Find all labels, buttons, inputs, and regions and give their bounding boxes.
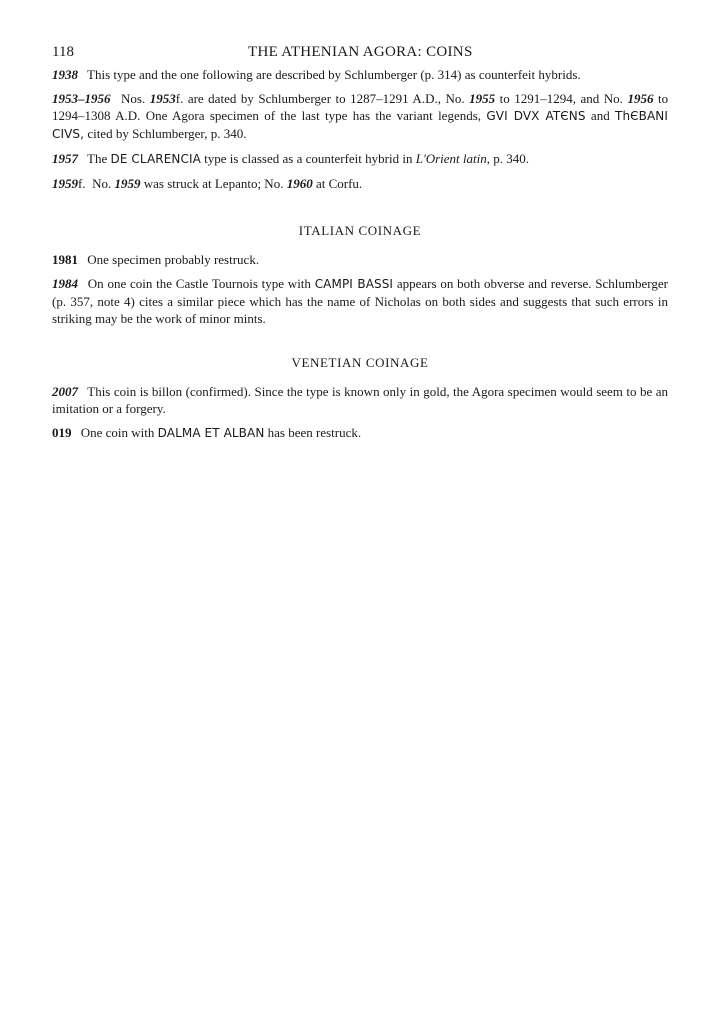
note-text: appears on both obverse and reverse. Schlumberger (p. 357, note 4) cites a similar piece which has the name of Nicholas on both sides and suggests that such errors in striking may be the work of minor mints. xyxy=(52,276,668,326)
note-text: Nos. xyxy=(121,91,146,106)
document-page xyxy=(52,44,668,449)
running-title: THE ATHENIAN AGORA: COINS xyxy=(248,44,473,60)
note-ref: 019 xyxy=(52,425,72,440)
note-ref: 1938 xyxy=(52,67,78,82)
note-ref: 1957 xyxy=(52,151,78,166)
note-1938 xyxy=(52,66,668,83)
note-ref-suffix: f. xyxy=(78,176,86,191)
note-text: No. xyxy=(92,176,112,191)
note-text: to 1294–1308 A.D. One Agora specimen of the last type has the variant legends, xyxy=(52,91,669,123)
coin-legend: DE CLARENCIA xyxy=(110,152,201,166)
running-head xyxy=(52,44,668,66)
note-text: type is classed as a counterfeit hybrid in xyxy=(204,151,413,166)
coin-number: 1960 xyxy=(286,176,313,191)
note-text: This type and the one following are described by Schlumberger (p. 314) as counterfeit hybrids. xyxy=(87,67,581,82)
note-ref: 1959 xyxy=(52,176,78,191)
book-title: L'Orient latin, xyxy=(415,151,491,166)
coin-legend: CAMPI BASSI xyxy=(314,277,394,291)
note-text: has been restruck. xyxy=(267,425,362,440)
note-text: was struck at Lepanto; No. xyxy=(143,176,284,191)
coin-number: 1959 xyxy=(114,176,141,191)
note-ref: 1953–1956 xyxy=(52,91,111,106)
note-text: On one coin the Castle Tournois type with xyxy=(87,276,311,291)
note-text: and xyxy=(590,108,610,123)
note-text: at Corfu. xyxy=(315,176,363,191)
coin-legend: GVI DVX ATЄNS xyxy=(486,109,586,123)
note-text: The xyxy=(87,151,108,166)
note-2007 xyxy=(52,383,668,417)
coin-legend: DALMA ET ALBAN xyxy=(157,426,265,440)
coin-number: 1953 xyxy=(149,91,176,106)
note-ref: 2007 xyxy=(52,384,78,399)
note-1957 xyxy=(52,150,668,168)
note-1981 xyxy=(52,251,668,268)
coin-number: 1955 xyxy=(469,91,496,106)
note-text: cited by Schlumberger, p. 340. xyxy=(87,126,247,141)
note-text: to 1291–1294, and No. xyxy=(499,91,623,106)
note-019 xyxy=(52,424,668,442)
section-heading-venetian: VENETIAN COINAGE xyxy=(291,355,429,370)
note-text: f. are dated by Schlumberger to 1287–1291 A.D., No. xyxy=(175,91,465,106)
coin-legend: ThЄBANI CIVS, xyxy=(52,109,669,141)
note-1959 xyxy=(52,175,668,192)
section-heading-italian: ITALIAN COINAGE xyxy=(298,223,422,238)
page-number: 118 xyxy=(52,44,74,60)
coin-number: 1956 xyxy=(627,91,654,106)
note-ref: 1981 xyxy=(52,252,78,267)
note-ref: 1984 xyxy=(52,276,78,291)
note-text: One coin with xyxy=(80,425,155,440)
note-1984 xyxy=(52,275,668,327)
note-1953-1956 xyxy=(52,90,668,143)
note-text: This coin is billon (confirmed). Since the type is known only in gold, the Agora specimen would seem to be an imitation or a forgery. xyxy=(52,384,669,416)
note-text: p. 340. xyxy=(493,151,530,166)
note-text: One specimen probably restruck. xyxy=(87,252,260,267)
